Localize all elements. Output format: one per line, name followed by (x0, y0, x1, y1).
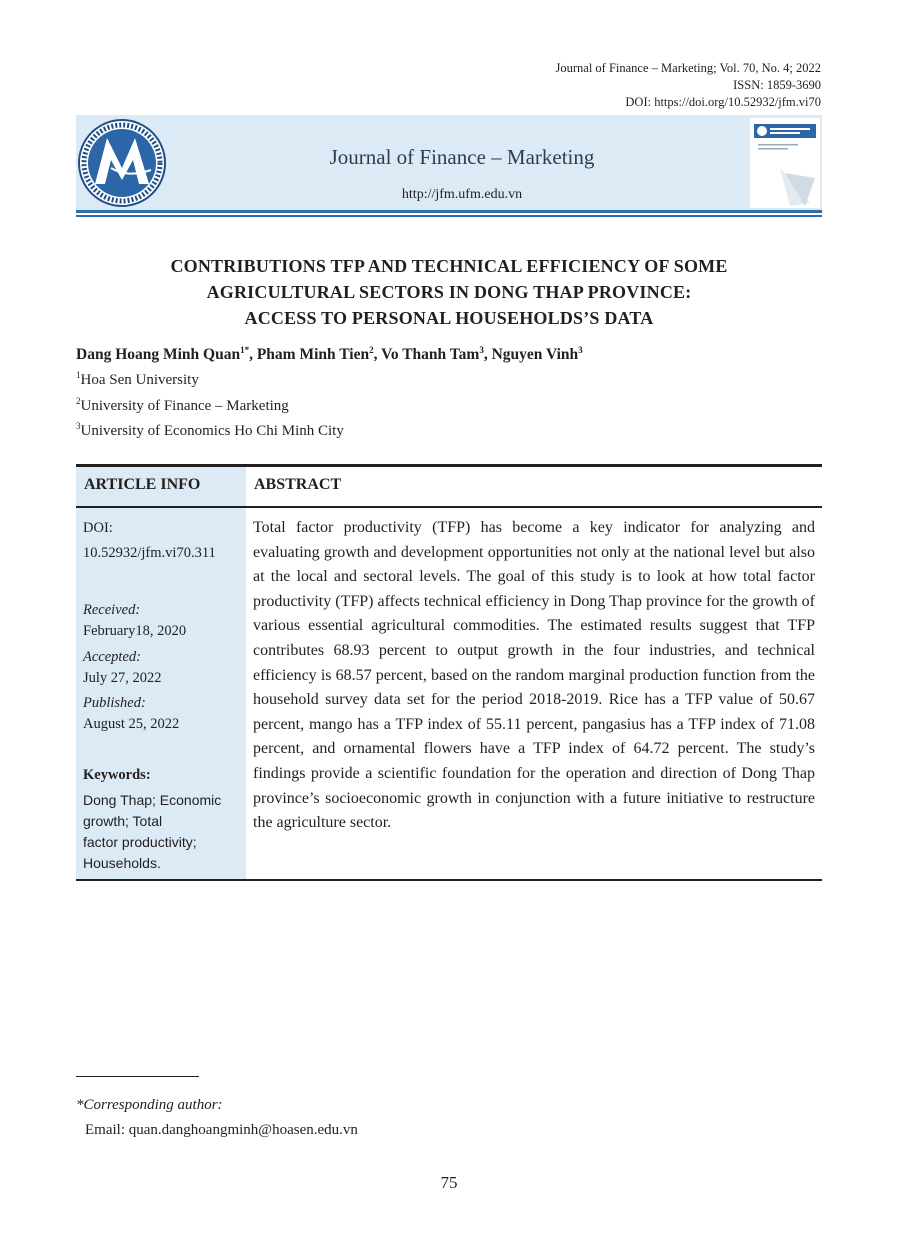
author-sup: 3 (479, 345, 484, 355)
affiliation-name: Hoa Sen University (80, 372, 199, 388)
keyword-line: Households. (83, 855, 161, 871)
published-label (83, 693, 146, 714)
author-list: Dang Hoang Minh Quan$^{1*}$, Pham Minh Tien$^2$, Vo Thanh Tam$^3$, Nguyen Vinh$^3$ (76, 345, 583, 364)
table-rule-mid (76, 506, 822, 508)
doi-label: DOI: (83, 520, 113, 536)
keyword-line: factor productivity; (83, 834, 197, 850)
journal-citation-block (556, 60, 822, 111)
journal-logo-icon (77, 118, 167, 208)
article-title (76, 253, 822, 331)
journal-cover-thumbnail-icon (750, 118, 820, 208)
affiliation-sup: 1 (76, 370, 81, 380)
footnote-rule (76, 1076, 199, 1077)
keywords-list (83, 790, 221, 874)
author-sup: 3 (578, 345, 583, 355)
table-rule-top (76, 464, 822, 467)
citation-line: Journal of Finance – Marketing; Vol. 70, No. 4; 2022 (555, 61, 821, 75)
author-name: Dang Hoang Minh Quan (76, 346, 241, 364)
corresponding-author-email[interactable]: Email: quan.danghoangminh@hoasen.edu.vn (85, 1122, 358, 1138)
received-label (83, 600, 140, 621)
author-name: Pham Minh Tien (256, 346, 370, 364)
affiliation-name: University of Economics Ho Chi Minh City (80, 423, 344, 439)
author-name: Nguyen Vinh (491, 346, 579, 364)
banner-rule (76, 210, 822, 213)
affiliation-sup: 2 (76, 396, 81, 406)
table-rule-bottom (76, 879, 822, 881)
affiliation-sup: 3 (76, 421, 81, 431)
affiliation (76, 396, 289, 415)
affiliation (76, 370, 199, 389)
affiliation-name: University of Finance – Marketing (80, 398, 289, 414)
published-label-text: Published: (83, 695, 146, 711)
doi-line: DOI: https://doi.org/10.52932/jfm.vi70 (625, 95, 821, 109)
journal-url[interactable]: http://jfm.ufm.edu.vn (401, 187, 523, 202)
author-sup: 2 (369, 345, 374, 355)
keyword-line: growth; Total (83, 813, 163, 829)
title-line-3: ACCESS TO PERSONAL HOUSEHOLDS’S DATA (244, 308, 654, 328)
article-info-heading: ARTICLE INFO (84, 476, 201, 493)
page-number: 75 (440, 1173, 458, 1192)
accepted-date: July 27, 2022 (83, 670, 162, 686)
received-date: February18, 2020 (83, 623, 187, 639)
affiliation (76, 421, 344, 440)
received-label-text: Received: (83, 602, 141, 618)
doi-value[interactable]: 10.52932/jfm.vi70.311 (83, 545, 216, 561)
accepted-label (83, 647, 141, 668)
keywords-label: Keywords: (83, 767, 151, 783)
corresponding-author-label: *Corresponding author: (76, 1097, 223, 1113)
abstract-heading: ABSTRACT (254, 476, 342, 493)
title-line-1: CONTRIBUTIONS TFP AND TECHNICAL EFFICIENCY OF SOME (170, 256, 728, 276)
author-sup: 1* (240, 345, 250, 355)
author-name: Vo Thanh Tam (381, 346, 480, 364)
published-date: August 25, 2022 (83, 716, 180, 732)
accepted-label-text: Accepted: (83, 649, 141, 665)
abstract-text: Total factor productivity (TFP) has become a key indicator for analyzing and evaluating growth and development opportunities not only at the national level but also at the local and sectoral levels. The goal of this study is to look at how total factor productivity (TFP) affects technical efficiency in Dong Thap province for the growth of various essential agricultural commodities. The estimated results suggest that TFP contributes 68.93 percent to output growth in the four industries, and technical efficiency is 68.57 percent, based on the random marginal production function from the household survey data set for the period 2018-2019. Rice has a TFP value of 50.67 percent, mango has a TFP index of 55.11 percent, pangasius has a TFP index of 71.08 percent, and ornamental flowers have a TFP index of 64.72 percent. The study’s findings provide a scientific foundation for the operation and direction of Dong Thap province’s socioeconomic growth in conjunction with a future initiative to restructure the agriculture sector. (253, 519, 815, 832)
keyword-line: Dong Thap; Economic (83, 792, 222, 808)
issn-line: ISSN: 1859-3690 (733, 78, 821, 92)
banner-rule-thin (76, 215, 822, 217)
title-line-2: AGRICULTURAL SECTORS IN DONG THAP PROVINCE: (206, 282, 692, 302)
journal-name: Journal of Finance – Marketing (329, 145, 595, 169)
